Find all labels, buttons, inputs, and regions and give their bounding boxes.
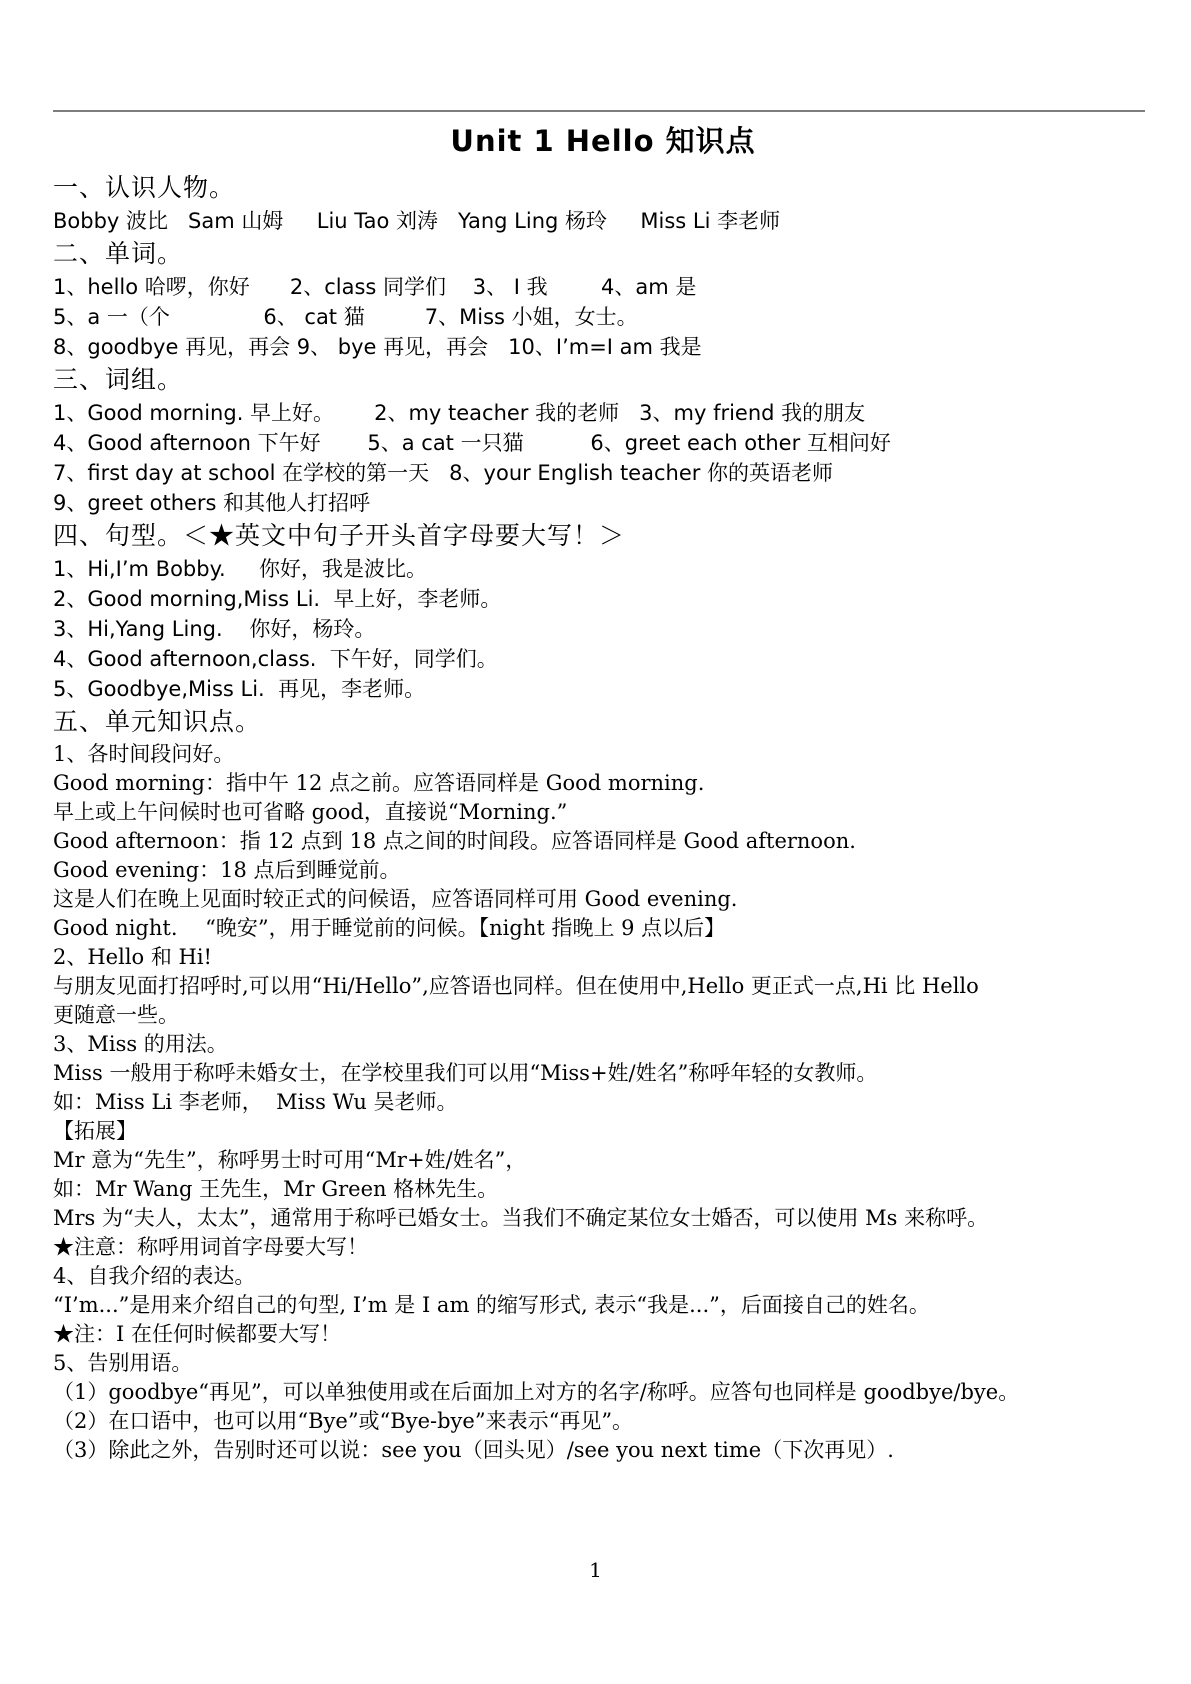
point-miss-examples: 如：Miss Li 李老师， Miss Wu 吴老师。 <box>53 1090 458 1114</box>
phrases-row-4: 9、greet others 和其他人打招呼 <box>53 491 371 515</box>
point-hello-hi-text-1: 与朋友见面打招呼时,可以用“Hi/Hello”,应答语也同样。但在使用中,Hello 更正式一点,Hi 比 Hello <box>53 974 979 998</box>
farewell-item-1: （1）goodbye“再见”，可以单独使用或在后面加上对方的名字/称呼。应答句也同样是 goodbye/bye。 <box>53 1380 1020 1404</box>
point-hello-hi-heading: 2、Hello 和 Hi! <box>53 945 212 969</box>
sentence-2: 2、Good morning,Miss Li. 早上好，李老师。 <box>53 587 502 611</box>
point-greetings-heading: 1、各时间段问好。 <box>53 742 235 766</box>
point-good-night: Good night. “晚安”，用于睡觉前的问候。【night 指晚上 9 点以后】 <box>53 916 726 940</box>
section-heading-unit-points: 五、单元知识点。 <box>53 707 262 736</box>
point-evening-note: 这是人们在晚上见面时较正式的问候语，应答语同样可用 Good evening. <box>53 887 738 911</box>
phrases-row-1: 1、Good morning. 早上好。 2、my teacher 我的老师 3、my friend 我的朋友 <box>53 401 866 425</box>
note-capital-i: ★注：I 在任何时候都要大写！ <box>53 1322 341 1346</box>
point-self-intro-heading: 4、自我介绍的表达。 <box>53 1264 256 1288</box>
characters-list: Bobby 波比 Sam 山姆 Liu Tao 刘涛 Yang Ling 杨玲 Miss Li 李老师 <box>53 209 781 233</box>
phrases-row-2: 4、Good afternoon 下午好 5、a cat 一只猫 6、greet each other 互相问好 <box>53 431 891 455</box>
section-heading-characters: 一、认识人物。 <box>53 173 236 202</box>
document-content <box>53 116 1153 1465</box>
point-good-evening: Good evening：18 点后到睡觉前。 <box>53 858 401 882</box>
point-hello-hi-text-2: 更随意一些。 <box>53 1003 179 1027</box>
sentence-1: 1、Hi,I’m Bobby. 你好，我是波比。 <box>53 557 428 581</box>
words-row-3: 8、goodbye 再见，再会 9、 bye 再见，再会 10、I’m=I am 我是 <box>53 335 702 359</box>
note-capitalize-titles: ★注意：称呼用词首字母要大写！ <box>53 1235 368 1259</box>
point-good-morning: Good morning：指中午 12 点之前。应答语同样是 Good morning. <box>53 771 705 795</box>
expansion-heading: 【拓展】 <box>53 1119 137 1143</box>
expansion-mr: Mr 意为“先生”，称呼男士时可用“Mr+姓/姓名”， <box>53 1148 527 1172</box>
section-heading-sentences: 四、句型。＜★英文中句子开头首字母要大写！＞ <box>53 521 626 550</box>
page-title: Unit 1 Hello 知识点 <box>450 124 756 158</box>
point-self-intro-text: “I’m...”是用来介绍自己的句型, I’m 是 I am 的缩写形式, 表示“我是...”，后面接自己的姓名。 <box>53 1293 930 1317</box>
header-divider <box>53 110 1145 112</box>
sentence-5: 5、Goodbye,Miss Li. 再见，李老师。 <box>53 677 426 701</box>
point-miss-heading: 3、Miss 的用法。 <box>53 1032 228 1056</box>
words-row-2: 5、a 一（个 6、 cat 猫 7、Miss 小姐，女士。 <box>53 305 638 329</box>
expansion-mr-examples: 如：Mr Wang 王先生，Mr Green 格林先生。 <box>53 1177 499 1201</box>
point-miss-usage: Miss 一般用于称呼未婚女士，在学校里我们可以用“Miss+姓/姓名”称呼年轻的女教师。 <box>53 1061 878 1085</box>
section-heading-phrases: 三、词组。 <box>53 365 184 394</box>
page-number: 1 <box>589 1558 602 1582</box>
sentence-4: 4、Good afternoon,class. 下午好，同学们。 <box>53 647 498 671</box>
farewell-item-3: （3）除此之外，告别时还可以说：see you（回头见）/see you next time（下次再见）. <box>53 1438 894 1462</box>
farewell-item-2: （2）在口语中，也可以用“Bye”或“Bye-bye”来表示“再见”。 <box>53 1409 634 1433</box>
point-farewell-heading: 5、告别用语。 <box>53 1351 193 1375</box>
point-good-afternoon: Good afternoon：指 12 点到 18 点之间的时间段。应答语同样是 Good afternoon. <box>53 829 856 853</box>
phrases-row-3: 7、first day at school 在学校的第一天 8、your English teacher 你的英语老师 <box>53 461 834 485</box>
sentence-3: 3、Hi,Yang Ling. 你好，杨玲。 <box>53 617 376 641</box>
expansion-mrs-ms: Mrs 为“夫人，太太”，通常用于称呼已婚女士。当我们不确定某位女士婚否，可以使用 Ms 来称呼。 <box>53 1206 989 1230</box>
words-row-1: 1、hello 哈啰，你好 2、class 同学们 3、 I 我 4、am 是 <box>53 275 697 299</box>
point-morning-short: 早上或上午问候时也可省略 good，直接说“Morning.” <box>53 800 568 824</box>
section-heading-words: 二、单词。 <box>53 239 184 268</box>
